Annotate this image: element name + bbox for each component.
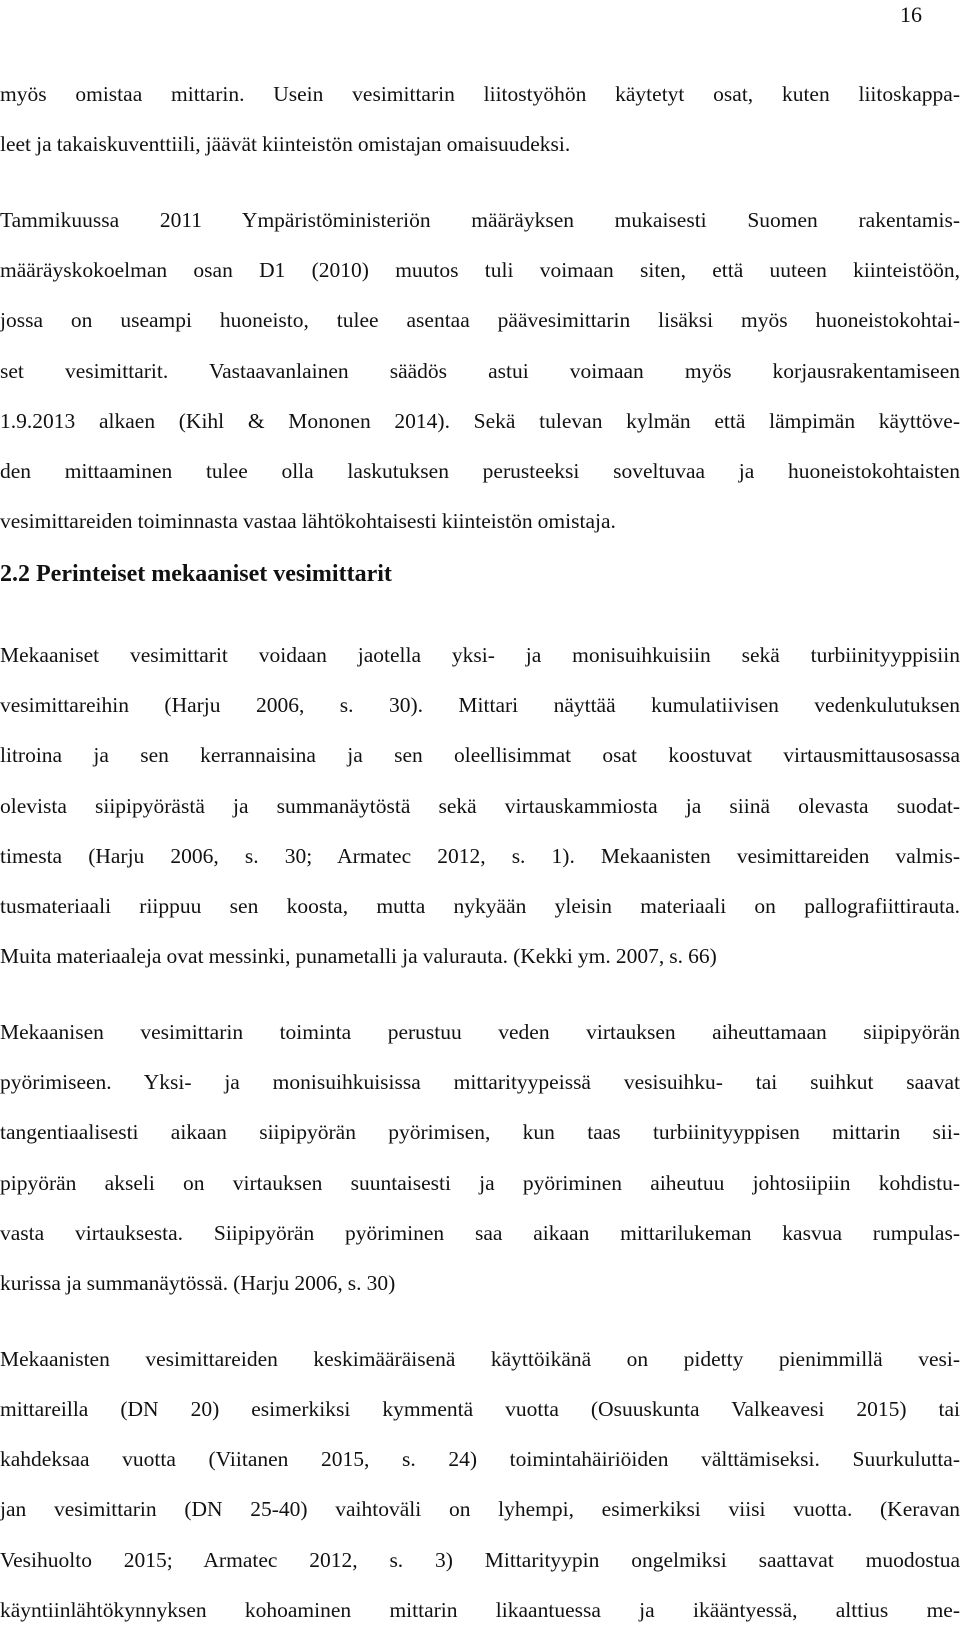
paragraph-line: määräyskokoelman osan D1 (2010) muutos tuli voimaan siten, että uuteen kiinteistöön,	[0, 258, 960, 283]
paragraph-line: myös omistaa mittarin. Usein vesimittarin liitostyöhön käytetyt osat, kuten liitoskappa-	[0, 82, 960, 107]
paragraph-line: kahdeksaa vuotta (Viitanen 2015, s. 24) toimintahäiriöiden välttämiseksi. Suurkulutta-	[0, 1447, 960, 1472]
paragraph-line: mittareilla (DN 20) esimerkiksi kymmentä vuotta (Osuuskunta Valkeavesi 2015) tai	[0, 1396, 960, 1421]
paragraph-line: vesimittareiden toiminnasta vastaa lähtökohtaisesti kiinteistön omistaja.	[0, 509, 616, 534]
paragraph-line: pipyörän akseli on virtauksen suuntaisesti ja pyöriminen aiheutuu johtosiipiin kohdistu-	[0, 1170, 960, 1195]
paragraph-line: Mekaaniset vesimittarit voidaan jaotella yksi- ja monisuihkuisiin sekä turbiinityyppisiin	[0, 642, 960, 667]
paragraph-line: Mekaanisen vesimittarin toiminta perustuu veden virtauksen aiheuttamaan siipipyörän	[0, 1019, 960, 1044]
paragraph-line: vesimittareihin (Harju 2006, s. 30). Mittari näyttää kumulatiivisen vedenkulutuksen	[0, 693, 960, 718]
paragraph-line: tusmateriaali riippuu sen koosta, mutta nykyään yleisin materiaali on pallografiittirauta.	[0, 894, 960, 919]
paragraph-line: kurissa ja summanäytössä. (Harju 2006, s. 30)	[0, 1271, 396, 1296]
paragraph-line: jan vesimittarin (DN 25-40) vaihtoväli on lyhempi, esimerkiksi viisi vuotta. (Keravan	[0, 1497, 960, 1522]
paragraph-line: Tammikuussa 2011 Ympäristöministeriön määräyksen mukaisesti Suomen rakentamis-	[0, 207, 960, 232]
paragraph-line: jossa on useampi huoneisto, tulee asentaa päävesimittarin lisäksi myös huoneistokohtai-	[0, 308, 960, 333]
paragraph-line: timesta (Harju 2006, s. 30; Armatec 2012, s. 1). Mekaanisten vesimittareiden valmis-	[0, 843, 960, 868]
paragraph-line: käyntiinlähtökynnyksen kohoaminen mittarin likaantuessa ja ikääntyessä, alttius me-	[0, 1597, 960, 1622]
paragraph-line: litroina ja sen kerrannaisina ja sen oleellisimmat osat koostuvat virtausmittausosassa	[0, 743, 960, 768]
paragraph-line: olevista siipipyörästä ja summanäytöstä sekä virtauskammiosta ja siinä olevasta suodat-	[0, 793, 960, 818]
paragraph-line: den mittaaminen tulee olla laskutuksen perusteeksi soveltuvaa ja huoneistokohtaisten	[0, 459, 960, 484]
paragraph-line: 1.9.2013 alkaen (Kihl & Mononen 2014). Sekä tulevan kylmän että lämpimän käyttöve-	[0, 408, 960, 433]
section-heading: 2.2 Perinteiset mekaaniset vesimittarit	[0, 560, 392, 587]
paragraph-line: Muita materiaaleja ovat messinki, punametalli ja valurauta. (Kekki ym. 2007, s. 66)	[0, 944, 717, 969]
page-number: 16	[900, 2, 922, 27]
paragraph-line: pyörimiseen. Yksi- ja monisuihkuisissa mittarityypeissä vesisuihku- tai suihkut saavat	[0, 1070, 960, 1095]
paragraph-line: Vesihuolto 2015; Armatec 2012, s. 3) Mittarityypin ongelmiksi saattavat muodostua	[0, 1547, 960, 1572]
paragraph-line: tangentiaalisesti aikaan siipipyörän pyörimisen, kun taas turbiinityyppisen mittarin sii-	[0, 1120, 960, 1145]
paragraph-line: set vesimittarit. Vastaavanlainen säädös astui voimaan myös korjausrakentamiseen	[0, 358, 960, 383]
paragraph-line: Mekaanisten vesimittareiden keskimääräisenä käyttöikänä on pidetty pienimmillä vesi-	[0, 1346, 960, 1371]
paragraph-line: vasta virtauksesta. Siipipyörän pyöriminen saa aikaan mittarilukeman kasvua rumpulas-	[0, 1220, 960, 1245]
paragraph-line: leet ja takaiskuventtiili, jäävät kiinteistön omistajan omaisuudeksi.	[0, 132, 571, 157]
